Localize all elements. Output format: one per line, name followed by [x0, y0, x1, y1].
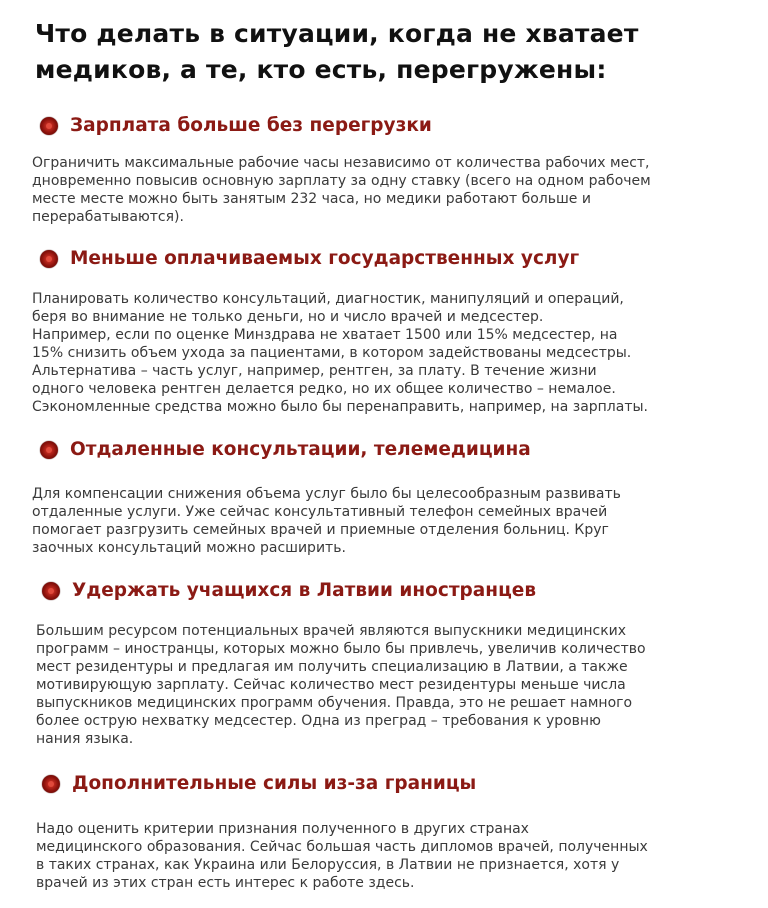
section-heading-foreign-students: [42, 579, 536, 603]
section-heading-text: Дополнительные силы из-за границы: [72, 773, 477, 794]
section-heading-foreign-forces: [42, 772, 476, 796]
red-bullet-icon: [40, 117, 58, 135]
section-heading-state-services: [40, 247, 579, 271]
red-bullet-icon: [42, 582, 60, 600]
section-heading-text: Меньше оплачиваемых государственных услуг: [70, 248, 580, 269]
section-body-foreign-students: Большим ресурсом потенциальных врачей являются выпускники медицинских программ – иностранцы, которых можно было бы привлечь, увеличив количество мест резидентуры и предлагая им получить специализацию в Латвии, а также мотивирующую зарплату. Сейчас количество мест резидентуры меньше числа выпускников медицинских программ обучения. Правда, это не решает намного более острую нехватку медсестер. Одна из преград – требования к уровню нания языка.: [36, 623, 646, 747]
section-body-state-services: Планировать количество консультаций, диагностик, манипуляций и операций, беря во внимание не только деньги, но и число врачей и медсестер. Например, если по оценке Минздрава не хватает 1500 или 15% медсестер, на 15% снизить объем ухода за пациентами, в котором задействованы медсестры. Альтернатива – часть услуг, например, рентген, за плату. В течение жизни одного человека рентген делается редко, но их общее количество – немалое. Сэкономленные средства можно было бы перенаправить, например, на зарплаты.: [32, 291, 648, 415]
red-bullet-icon: [40, 441, 58, 459]
section-body-telemedicine: Для компенсации снижения объема услуг было бы целесообразным развивать отдаленные услуги. Уже сейчас консультативный телефон семейных врачей помогает разгрузить семейных врачей и приемные отделения больниц. Круг заочных консультаций можно расширить.: [32, 486, 621, 556]
red-bullet-icon: [40, 250, 58, 268]
section-heading-text: Отдаленные консультации, телемедицина: [70, 439, 531, 460]
section-body-salary: Ограничить максимальные рабочие часы независимо от количества рабочих мест, дновременно повысив основную зарплату за одну ставку (всего на одном рабочем месте месте можно быть занятым 232 часа, но медики работают больше и перерабатываются).: [32, 155, 651, 225]
section-heading-text: Удержать учащихся в Латвии иностранцев: [72, 580, 537, 601]
section-body-foreign-forces: Надо оценить критерии признания полученного в других странах медицинского образования. Сейчас большая часть дипломов врачей, полученных в таких странах, как Украина или Белоруссия, в Латвии не признается, хотя у врачей из этих стран есть интерес к работе здесь.: [36, 821, 648, 891]
page-title: Что делать в ситуации, когда не хватает медиков, а те, кто есть, перегружены:: [35, 19, 639, 84]
section-heading-salary: [40, 114, 432, 138]
section-heading-text: Зарплата больше без перегрузки: [70, 115, 432, 136]
section-heading-telemedicine: [40, 438, 531, 462]
red-bullet-icon: [42, 775, 60, 793]
